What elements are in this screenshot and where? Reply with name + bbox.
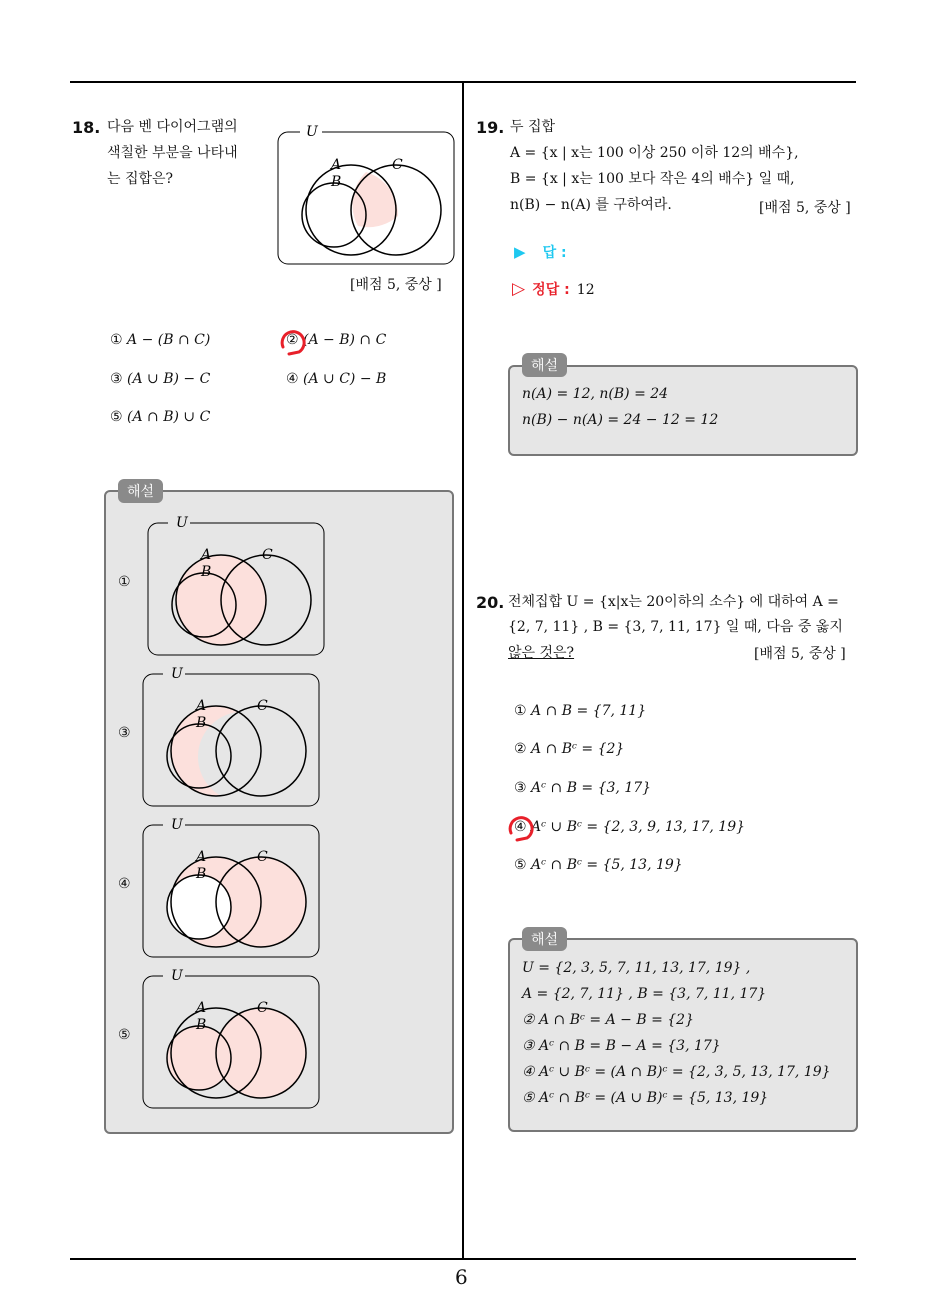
q18-option-5-text: (A ∩ B) ∪ C xyxy=(127,409,211,425)
q20-option-3-text: Aᶜ ∩ B = {3, 17} xyxy=(531,780,652,796)
sol4-label-c: C xyxy=(257,849,268,865)
q18-text-line1: 다음 벤 다이어그램의 xyxy=(107,119,238,135)
q18-text-line3: 는 집합은? xyxy=(107,171,174,187)
q19-answer-row[interactable] xyxy=(514,242,567,262)
q20-solution-tag: 해설 xyxy=(522,927,567,951)
q20-option-4-num: ④ xyxy=(514,819,527,835)
q18-option-5-num: ⑤ xyxy=(110,409,123,425)
q18-venn-diagram xyxy=(276,120,458,268)
sol1-label-a: A xyxy=(201,547,212,563)
q18-venn-label-c: C xyxy=(392,157,403,173)
q18-option-1-text: A − (B ∩ C) xyxy=(127,332,211,348)
q19-title: 두 집합 xyxy=(510,119,556,135)
q18-option-4-num: ④ xyxy=(286,371,299,387)
page-number: 6 xyxy=(455,1265,468,1289)
q20-option-2-text: A ∩ Bᶜ = {2} xyxy=(531,741,625,757)
q18-score: [배점 5, 중상 ] xyxy=(350,277,442,293)
q18-venn-label-u: U xyxy=(306,124,318,140)
q20-solution-line6: ⑤ Aᶜ ∩ Bᶜ = (A ∪ B)ᶜ = {5, 13, 19} xyxy=(522,1090,769,1106)
q20-line2: {2, 7, 11} , B = {3, 7, 11, 17} 일 때, 다음 중 옳지 xyxy=(508,619,843,635)
q18-sol-diagram-1-num: ① xyxy=(118,574,131,590)
sol5-label-b: B xyxy=(196,1017,207,1033)
sol5-label-c: C xyxy=(257,1000,268,1016)
q18-option-4-text: (A ∪ C) − B xyxy=(303,371,387,387)
q19-line3: n(B) − n(A) 를 구하여라. xyxy=(510,197,672,213)
sol5-label-u: U xyxy=(171,968,183,984)
q18-sol-diagram-5 xyxy=(141,965,323,1111)
sol1-label-u: U xyxy=(176,515,188,531)
q20-answer-mark xyxy=(505,813,535,843)
q18-text-line2: 색칠한 부분을 나타내 xyxy=(107,145,238,161)
sol3-label-u: U xyxy=(171,666,183,682)
q19-correct-label: 정답 : xyxy=(532,282,570,298)
q19-line2: B = {x | x는 100 보다 작은 4의 배수} 일 때, xyxy=(510,171,795,187)
q20-option-4-text: Aᶜ ∪ Bᶜ = {2, 3, 9, 13, 17, 19} xyxy=(531,819,746,835)
q19-number: 19. xyxy=(476,118,505,137)
q18-sol-diagram-1 xyxy=(146,512,328,658)
sol1-label-b: B xyxy=(201,564,212,580)
q19-correct-value: 12 xyxy=(576,282,595,298)
q20-solution-line2: A = {2, 7, 11} , B = {3, 7, 11, 17} xyxy=(522,986,767,1002)
q20-score: [배점 5, 중상 ] xyxy=(754,646,846,662)
q18-option-2-text: (A − B) ∩ C xyxy=(303,332,387,348)
q20-option-5[interactable] xyxy=(514,857,683,873)
q20-line1: 전체집합 U = {x|x는 20이하의 소수} 에 대하여 A = xyxy=(508,594,839,610)
q19-line1: A = {x | x는 100 이상 250 이하 12의 배수}, xyxy=(510,145,799,161)
q18-sol-diagram-5-num: ⑤ xyxy=(118,1027,131,1043)
q18-option-1[interactable] xyxy=(110,332,210,348)
q18-venn-label-a: A xyxy=(331,157,342,173)
q19-solution-line1: n(A) = 12, n(B) = 24 xyxy=(522,386,669,402)
q20-solution-line5: ④ Aᶜ ∪ Bᶜ = (A ∩ B)ᶜ = {2, 3, 5, 13, 17, 19} xyxy=(522,1064,831,1080)
q18-sol-diagram-4 xyxy=(141,814,323,960)
sol1-label-c: C xyxy=(262,547,273,563)
q19-solution-line2: n(B) − n(A) = 24 − 12 = 12 xyxy=(522,412,719,428)
q18-venn-label-b: B xyxy=(331,174,342,190)
q18-option-1-num: ① xyxy=(110,332,123,348)
q18-sol-diagram-3-num: ③ xyxy=(118,725,131,741)
q20-option-3-num: ③ xyxy=(514,780,527,796)
q20-solution-line4: ③ Aᶜ ∩ B = B − A = {3, 17} xyxy=(522,1038,721,1054)
q18-option-3-text: (A ∪ B) − C xyxy=(127,371,211,387)
q20-number: 20. xyxy=(476,593,505,612)
q20-option-1-num: ① xyxy=(514,703,527,719)
q20-option-2-num: ② xyxy=(514,741,527,757)
q18-solution-tag: 해설 xyxy=(118,479,163,503)
column-divider xyxy=(462,81,464,1259)
bottom-rule xyxy=(70,1258,856,1260)
q18-option-3-num: ③ xyxy=(110,371,123,387)
q18-option-3[interactable] xyxy=(110,371,210,387)
sol3-label-c: C xyxy=(257,698,268,714)
play-outline-icon: ▷ xyxy=(512,279,526,299)
q20-option-4[interactable] xyxy=(514,819,745,835)
q20-option-1-text: A ∩ B = {7, 11} xyxy=(531,703,647,719)
q18-option-5[interactable] xyxy=(110,409,210,425)
q19-correct-row xyxy=(512,279,595,299)
q18-sol-diagram-3 xyxy=(141,663,323,809)
q20-option-5-num: ⑤ xyxy=(514,857,527,873)
sol3-label-a: A xyxy=(196,698,207,714)
sol4-label-b: B xyxy=(196,866,207,882)
q20-solution-line3: ② A ∩ Bᶜ = A − B = {2} xyxy=(522,1012,694,1028)
q18-option-4[interactable] xyxy=(286,371,386,387)
sol4-label-a: A xyxy=(196,849,207,865)
q18-sol-diagram-4-num: ④ xyxy=(118,876,131,892)
q18-answer-mark xyxy=(277,327,307,357)
q19-score: [배점 5, 중상 ] xyxy=(759,200,851,216)
q20-option-2[interactable] xyxy=(514,741,624,757)
q18-option-2-num: ② xyxy=(286,332,299,348)
sol3-label-b: B xyxy=(196,715,207,731)
play-filled-icon: ▶ xyxy=(514,243,526,261)
q20-option-5-text: Aᶜ ∩ Bᶜ = {5, 13, 19} xyxy=(531,857,683,873)
q19-solution-box xyxy=(508,365,858,456)
q19-solution-tag: 해설 xyxy=(522,353,567,377)
q20-line3: 않은 것은? xyxy=(508,645,575,661)
q19-answer-label: 답 : xyxy=(542,245,567,261)
sol4-label-u: U xyxy=(171,817,183,833)
q20-option-3[interactable] xyxy=(514,780,651,796)
q20-option-1[interactable] xyxy=(514,703,646,719)
sol5-label-a: A xyxy=(196,1000,207,1016)
q18-number: 18. xyxy=(72,118,101,137)
q20-solution-line1: U = {2, 3, 5, 7, 11, 13, 17, 19} , xyxy=(522,960,751,976)
